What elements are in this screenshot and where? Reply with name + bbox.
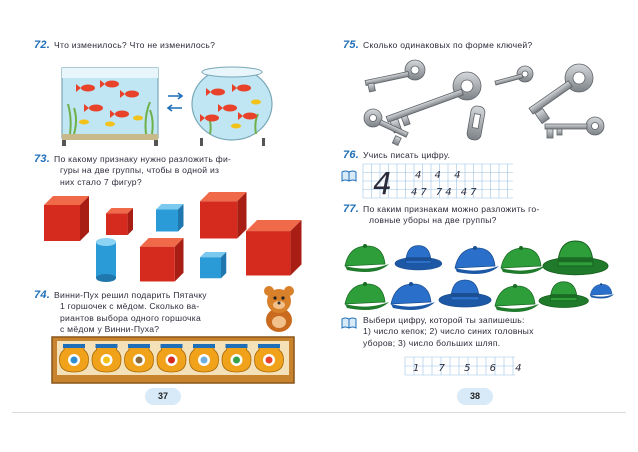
answer-digits: 1 7 5 6 4 [413,363,530,374]
book-icon [341,317,357,329]
blue-cube [156,204,184,232]
task-text: Учись писать цифру. [363,150,451,160]
task-number: 73. [34,153,51,165]
answer-digit-grid [405,357,530,375]
honey-pot [190,344,219,372]
key [529,64,593,124]
page-number-badge: 37 [145,388,181,405]
task-number: 77. [343,203,360,215]
aquarium-illustration [60,58,280,148]
green-hat [539,282,588,308]
task-text: Что изменилось? Что не изменилось? [54,40,216,50]
task-text-line: По какому признаку нужно разложить фи- [54,154,232,164]
task-text-line: с мёдом у Винни-Пуха? [60,324,160,335]
task-text-line: 1 горшочек с мёдом. Сколько ва- [60,301,200,312]
key [495,66,533,85]
task-74-title [34,290,274,336]
task-text-line: Винни-Пух решил подарить Пятачку [54,290,207,300]
book-icon [341,170,357,182]
task-text-line: 1) число кепок; 2) число синих головных [363,326,534,337]
green-cap [345,244,389,272]
honey-pot [125,344,154,372]
blue-cap [455,246,499,274]
green-cap [501,246,545,274]
piglet-illustration [257,284,301,334]
task-75-title [343,40,532,51]
red-cube [140,238,184,282]
red-cube [246,220,302,276]
honey-pot [222,344,251,372]
task-text-line: гуры на две группы, чтобы в одной из [60,165,220,176]
blue-cap [391,282,435,310]
task-number: 76. [343,149,360,161]
blue-cube [200,252,226,278]
blue-hat [395,246,442,270]
keys-illustration [357,56,602,148]
honey-pot [60,344,89,372]
task-text-line: По каким признакам можно разложить го- [363,204,540,214]
hats-illustration [343,236,613,318]
task-text-line: ловные уборы на две группы? [369,215,497,226]
page-right [321,10,626,410]
task-text-line: уборов; 3) число больших шляп. [363,337,501,348]
digit-grid [363,164,513,202]
task-number: 75. [343,39,360,51]
red-cube [106,208,133,235]
big-digit: 4 [373,167,393,202]
task-72-title [34,40,215,51]
shapes-illustration [40,190,300,285]
task-73-title [34,154,304,188]
page-left [12,10,317,410]
task-text-line: риантов выбора одного горшочка [60,312,202,323]
digit-row: 47 74 47 [411,187,480,198]
task-text-line: них стало 7 фигур? [60,176,142,187]
key [386,72,481,133]
honey-pot [255,344,284,372]
blue-cylinder [96,238,116,282]
green-cap [495,284,539,312]
blue-hat [439,280,491,307]
key [365,60,425,92]
task-77-title [343,204,613,227]
task-76-title [343,150,450,161]
key [545,117,604,138]
honey-pots-shelf [52,337,294,383]
green-cap [345,282,389,310]
task-number: 74. [34,289,51,301]
red-cube [200,192,247,239]
digit-row: 4 4 4 [415,170,466,181]
page-number-badge: 38 [457,388,493,405]
honey-pot [92,344,121,372]
red-cube [44,196,89,241]
key [466,105,486,141]
task-text: Сколько одинаковых по форме ключей? [363,40,533,50]
bottom-divider [12,412,626,413]
green-hat [543,241,608,275]
blue-cap [590,283,614,298]
honey-pot [157,344,186,372]
task-text-line: Выбери цифру, которой ты запишешь: [363,315,525,325]
choose-digit-task [363,315,613,349]
task-number: 72. [34,39,51,51]
